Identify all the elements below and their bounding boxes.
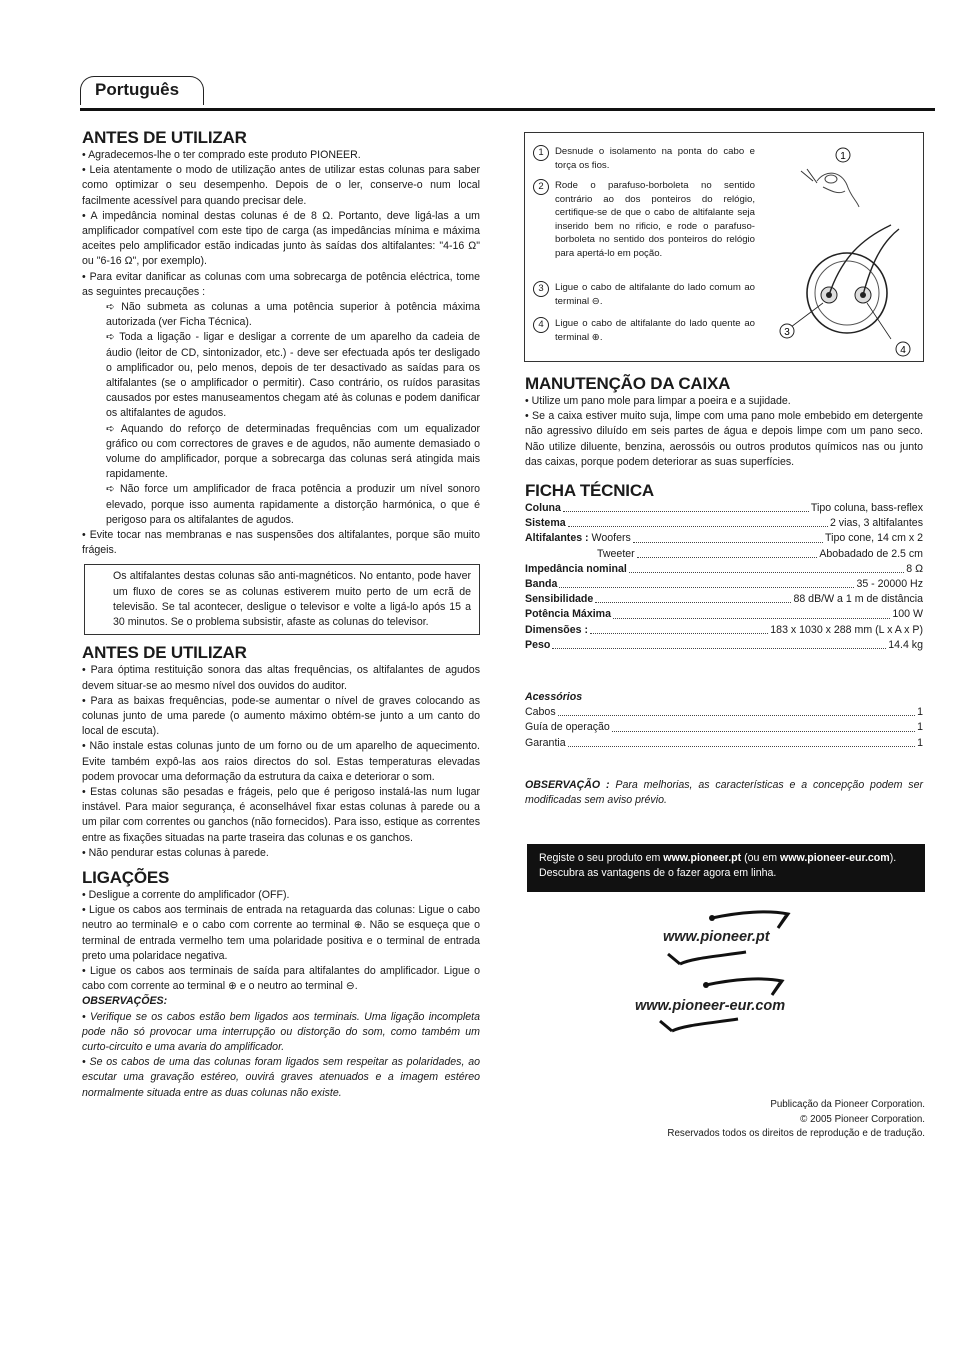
connection-steps-box: [524, 132, 924, 362]
step-text: Desnude o isolamento na ponta do cabo e torça os fios.: [555, 146, 755, 171]
accessory-row: Garantia 1: [525, 736, 923, 749]
url-link[interactable]: www.pioneer.pt: [663, 929, 770, 945]
step-number: 4: [533, 317, 549, 333]
paragraph: • Para as baixas frequências, pode-se aumentar o nível de graves colocando as colunas junto de uma parede (o aumento máximo obtém-se junto a um canto do local de escuta).: [82, 694, 480, 738]
header-rule: [80, 108, 935, 111]
language-label: Português: [95, 80, 180, 99]
publisher-info: Publicação da Pioneer Corporation. © 2005 Pioneer Corporation. Reservados todos os direitos de reprodução e de tradução.: [667, 1099, 925, 1139]
spec-row: Coluna Tipo coluna, bass-reflex: [525, 502, 923, 514]
specs-section: [525, 481, 923, 653]
step-number: 2: [533, 179, 549, 195]
paragraph: • Não instale estas colunas junto de um forno ou de um aparelho de aquecimento. Evite também expô-las aos raios directos do sol. Estas temperaturas elevadas podem provocar uma deformação da estrutura da caixa e deteriorar o som.: [82, 740, 480, 783]
spec-row: Sistema 2 vias, 3 altifalantes: [525, 517, 923, 530]
register-link[interactable]: www.pioneer-eur.com: [780, 852, 890, 864]
paragraph: • Evite tocar nas membranas e nas suspensões dos altifalantes, porque são muito frágeis.: [82, 529, 480, 557]
section-title: FICHA TÉCNICA: [525, 481, 654, 500]
note: [525, 778, 923, 808]
spec-row: Impedância nominal 8 Ω: [525, 562, 923, 575]
step-item: [533, 317, 755, 344]
figure-label: 3: [784, 327, 790, 338]
terminal-illustration: [751, 139, 921, 357]
paragraph: • Ligue os cabos aos terminais de entrada na retaguarda das colunas: Ligue o cabo neutro ao terminal⊖ e o cabo com corrente ao terminal ⊕. Não se esqueça que o terminal de entrada vermelho tem uma polaridade positiva e o terminal de entrada preto uma polaridace negativa.: [82, 904, 480, 962]
language-tab: [80, 76, 204, 105]
spec-row: Banda 35 - 20000 Hz: [525, 578, 923, 591]
precaution-item: ➪ Não force um amplificador de fraca potência a produzir um nível sonoro elevado, porque isso aumenta rapidamente a distorção harmónica, o que é perigoso para os altifalantes de agudos.: [106, 483, 480, 526]
observation: • Verifique se os cabos estão bem ligados aos terminais. Uma ligação incompleta pode não só provocar uma interrupção ou distorção do som, como também um curto-circuito e uma avaria do amplificador.: [82, 1010, 480, 1053]
precaution-item: ➪ Aquando do reforço de determinadas frequências com um equalizador gráfico ou com correctores de graves e de agudos, não aumente demasiado o volume do amplificador, porque a sobrecarga das colunas será atingida mais rapidamente.: [106, 422, 480, 481]
paragraph: • Utilize um pano mole para limpar a poeira e a sujidade.: [525, 395, 791, 407]
step-text: Rode o parafuso-borboleta no sentido contrário ao dos ponteiros do relógio, certifique-se de que o cabo de altifalante seja inserido bem no rificio, e rode o parafuso-borboleta no sentido dos ponteiros do relógio para apertá-lo em poção.: [555, 180, 755, 259]
spec-row: Tweeter Abobadado de 2.5 cm: [597, 547, 923, 560]
observations-title: OBSERVAÇÕES:: [82, 995, 168, 1008]
paragraph: • Agradecemos-lhe o ter comprado este produto PIONEER.: [82, 149, 361, 161]
spec-row: Peso 14.4 kg: [525, 638, 923, 651]
magnetic-notice-box: Os altifalantes destas colunas são anti-magnéticos. No entanto, pode haver um fluxo de cores se as colunas estiverem muito perto de um ecrã de televisão. Se tal acontecer, desligue o televisor e volte a ligá-lo após 15 a 30 minutos. Se o problema subsistir, afaste as colunas do televisor.: [84, 564, 480, 635]
section-title: LIGAÇÕES: [82, 867, 170, 887]
accessory-row: Cabos 1: [525, 706, 923, 719]
paragraph: • Desligue a corrente do amplificador (OFF).: [82, 888, 290, 901]
paragraph: • Leia atentamente o modo de utilização antes de utilizar estas colunas para saber como optimizar o seu desempenho. Depois de o ler, conserve-o num local facilmente acessível para quando precisar dele.: [82, 164, 480, 207]
figure-label: 4: [900, 345, 906, 356]
step-number: 1: [533, 145, 549, 161]
paragraph: • Estas colunas são pesadas e frágeis, pelo que é perigoso instalá-las num lugar instável. Para maior segurança, é aconselhável fixar estas colunas à parede ou a um pilar com correntes ou ganchos (não fornecidos). Para isso, estique as correntes entre as fixações situadas na parte traseira das colunas e os ganchos.: [82, 785, 480, 844]
left-column: [82, 128, 480, 1101]
paragraph: • Para evitar danificar as colunas com uma sobrecarga de potência eléctrica, tome as seguintes precauções :: [82, 270, 480, 298]
step-item: [533, 179, 755, 261]
observation: • Se os cabos de uma das colunas foram ligados sem respeitar as polaridades, ao escutar uma gravação estéreo, ouvirá graves atenuados e a imagem estéreo normalmente situada entre as duas colunas não existe.: [82, 1056, 480, 1099]
section-title: ANTES DE UTILIZAR: [82, 643, 247, 663]
note-text: Para melhorias, as características e a concepção podem ser modificadas sem aviso prévio.: [525, 779, 924, 807]
precaution-item: ➪ Toda a ligação - ligar e desligar a corrente de um aparelho da cadeia de áudio (leitor de CD, sintonizador, etc.) - deve ser efectuada após ter desligado o amplificador ou, pelo menos, depois de ter desactivado as saídas para os altifalantes (se o amplificador o permitir). Caso contrário, os ruídos parasitas causados por estes manuseamentos chegam até às colunas e podem danificar os altifalantes de agudos.: [106, 331, 480, 420]
section-title: MANUTENÇÃO DA CAIXA: [525, 374, 731, 393]
spec-row: Altifalantes : Woofers Tipo cone, 14 cm x 2: [525, 532, 923, 545]
spec-row: Sensibilidade 88 dB/W a 1 m de distância: [525, 593, 923, 606]
section-title: ANTES DE UTILIZAR: [82, 128, 247, 147]
step-item: [533, 281, 755, 308]
register-link[interactable]: www.pioneer.pt: [663, 852, 742, 864]
step-text: Ligue o cabo de altifalante do lado quente ao terminal ⊕.: [555, 318, 755, 343]
spec-row: Potência Máxima 100 W: [525, 608, 923, 621]
step-text: Ligue o cabo de altifalante do lado comum ao terminal ⊖.: [555, 282, 755, 307]
paragraph: • A impedância nominal destas colunas é de 8 Ω. Portanto, deve ligá-las a um amplificador compatível com este tipo de carga (as impedâncias mínima e máxima aceites pelo amplificador estão indicadas junto às saídas dos altifalantes: "4-16 Ω" ou "6-16 Ω", por exemplo).: [82, 209, 480, 268]
paragraph: • Se a caixa estiver muito suja, limpe com uma pano mole embebido em detergente não agressivo diluído em seis partes de água e depois limpe com um pano seco. Não utilize diluente, benzina, aerossóis ou outros produtos químicos nas ou junto das caixas, porque podem deteriorar as suas superfícies.: [525, 410, 923, 468]
accessories-section: [525, 690, 923, 751]
paragraph: • Para óptima restituição sonora das altas frequências, os altifalantes de agudos devem situar-se ao mesmo nível dos ouvidos do auditor.: [82, 664, 480, 692]
step-item: [533, 145, 755, 172]
url-link[interactable]: www.pioneer-eur.com: [635, 998, 786, 1014]
maintenance-section: [525, 374, 923, 470]
paragraph: • Ligue os cabos aos terminais de saída para altifalantes do amplificador. Ligue o cabo com corrente ao terminal ⊕ e o neutro ao terminal ⊖.: [82, 964, 480, 993]
accessory-row: Guía de operação 1: [525, 721, 923, 734]
accessories-title: Acessórios: [525, 691, 583, 703]
spec-row: Dimensões : 183 x 1030 x 288 mm (L x A x P): [525, 623, 923, 636]
register-banner: Registe o seu produto em www.pioneer.pt (ou em www.pioneer-eur.com). Descubra as vantagens de o fazer agora em linha.: [527, 844, 925, 892]
step-number: 3: [533, 281, 549, 297]
figure-label: 1: [840, 151, 846, 162]
paragraph: • Não pendurar estas colunas à parede.: [82, 846, 269, 859]
note-label: OBSERVAÇÃO :: [525, 779, 610, 791]
precaution-item: ➪ Não submeta as colunas a uma potência superior à potência máxima autorizada (ver Ficha Técnica).: [106, 301, 480, 329]
